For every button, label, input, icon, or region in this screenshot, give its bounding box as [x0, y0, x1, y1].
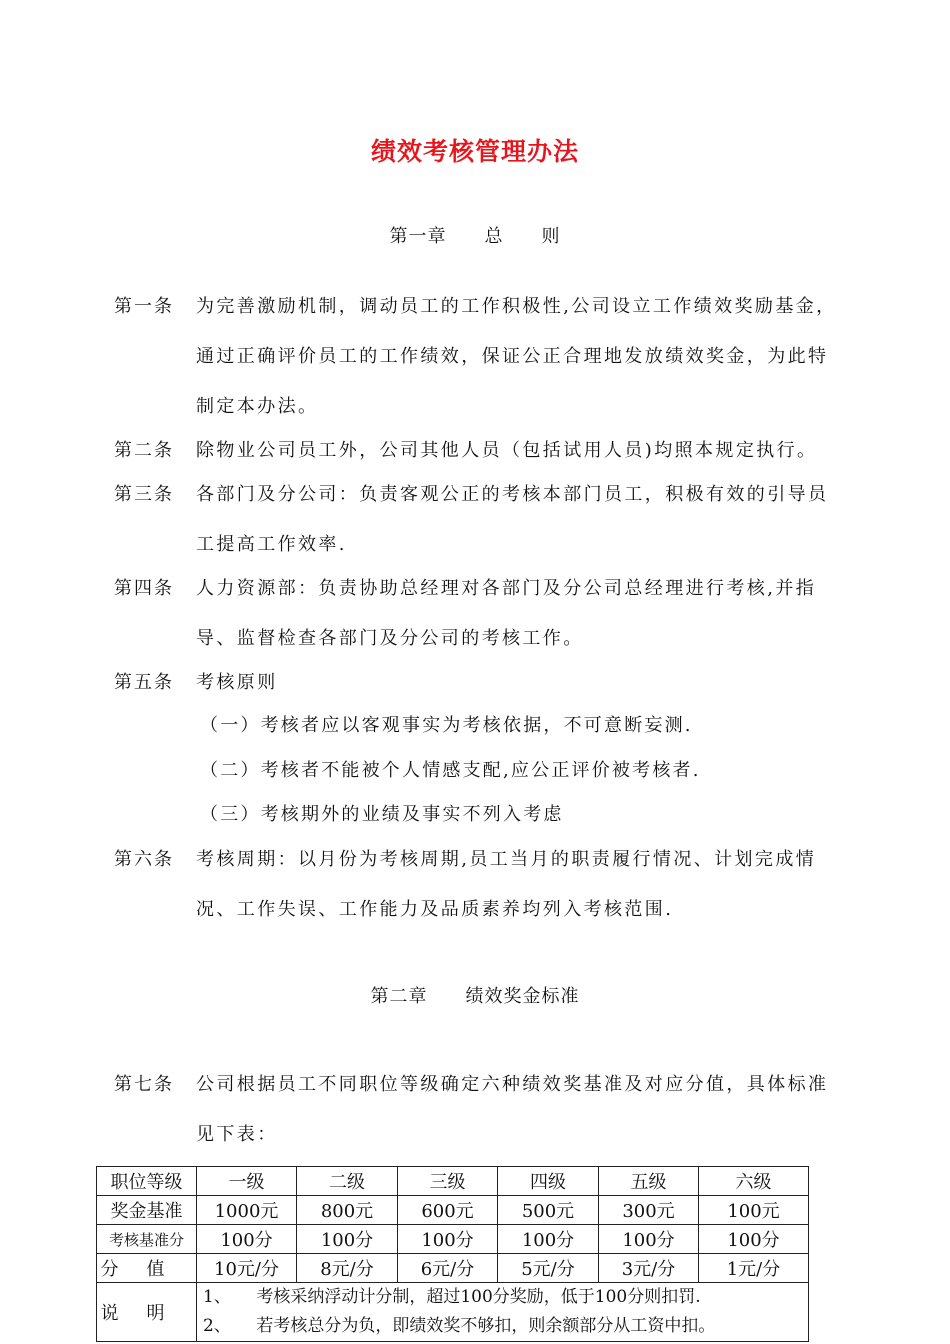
article-2 — [114, 436, 854, 462]
article-text-line: 除物业公司员工外，公司其他人员（包括试用人员)均照本规定执行。 — [196, 440, 818, 461]
table-cell: 10元/分 — [197, 1254, 297, 1283]
article-text-line: 见下表： — [196, 1124, 278, 1145]
table-cell: 600元 — [398, 1196, 498, 1225]
table-cell: 三级 — [398, 1167, 498, 1196]
table-header-row — [97, 1167, 809, 1196]
table-cell: 分值 — [97, 1254, 197, 1283]
article-1 — [114, 292, 854, 418]
table-cell: 100分 — [398, 1225, 498, 1254]
article-text-line: 为完善激励机制，调动员工的工作积极性,公司设立工作绩效奖励基金， — [196, 296, 837, 317]
table-note-line: 2、 若考核总分为负，即绩效奖不够扣，则余额部分从工资中扣。 — [203, 1316, 716, 1336]
table-cell: 奖金基准 — [97, 1196, 197, 1225]
article-text-line: 考核周期：以月份为考核周期,员工当月的职责履行情况、计划完成情 — [196, 849, 817, 870]
table-note-row — [97, 1283, 809, 1342]
table-note-cell — [197, 1283, 809, 1342]
article-5 — [114, 668, 854, 694]
article-text-line: 人力资源部：负责协助总经理对各部门及分公司总经理进行考核,并指 — [196, 578, 817, 599]
article-6 — [114, 845, 854, 921]
table-cell: 六级 — [699, 1167, 809, 1196]
article-text-line: 导、监督检查各部门及分公司的考核工作。 — [196, 628, 584, 649]
article-4 — [114, 574, 854, 650]
table-cell: 300元 — [599, 1196, 699, 1225]
table-row — [97, 1254, 809, 1283]
bonus-standard-table — [96, 1166, 809, 1342]
table-cell: 100分 — [699, 1225, 809, 1254]
table-row — [97, 1225, 809, 1254]
article-label: 第四条 — [114, 578, 174, 599]
table-note-line: 1、 考核采纳浮动计分制，超过100分奖励，低于100分则扣罚. — [203, 1287, 701, 1307]
table-cell: 五级 — [599, 1167, 699, 1196]
table-cell: 100分 — [599, 1225, 699, 1254]
table-cell: 5元/分 — [498, 1254, 599, 1283]
article-text-line: 工提高工作效率. — [196, 534, 347, 555]
principle-item: （一）考核者应以客观事实为考核依据，不可意断妄测. — [200, 715, 693, 736]
chapter-heading-2: 第二章 绩效奖金标准 — [370, 986, 580, 1007]
article-text-line: 通过正确评价员工的工作绩效，保证公正合理地发放绩效奖金，为此特 — [196, 346, 829, 367]
article-label: 第二条 — [114, 440, 174, 461]
chapter-heading-1: 第一章 总 则 — [389, 226, 561, 247]
table-cell: 100元 — [699, 1196, 809, 1225]
table-row — [97, 1196, 809, 1225]
table-cell: 1元/分 — [699, 1254, 809, 1283]
article-text-line: 考核原则 — [196, 672, 278, 693]
table-note-label: 说明 — [97, 1283, 197, 1342]
table-cell: 一级 — [197, 1167, 297, 1196]
article-3 — [114, 480, 854, 556]
table-cell: 8元/分 — [297, 1254, 398, 1283]
table-cell: 100分 — [197, 1225, 297, 1254]
article-label: 第七条 — [114, 1074, 174, 1095]
principle-item: （二）考核者不能被个人情感支配,应公正评价被考核者. — [200, 760, 701, 781]
table-cell: 3元/分 — [599, 1254, 699, 1283]
article-label: 第三条 — [114, 484, 174, 505]
article-text-line: 各部门及分公司：负责客观公正的考核本部门员工，积极有效的引导员 — [196, 484, 829, 505]
table-cell: 二级 — [297, 1167, 398, 1196]
article-label: 第一条 — [114, 296, 174, 317]
table-cell: 6元/分 — [398, 1254, 498, 1283]
article-text-line: 况、工作失误、工作能力及品质素养均列入考核范围. — [196, 899, 674, 920]
article-label: 第五条 — [114, 672, 174, 693]
table-cell: 职位等级 — [97, 1167, 197, 1196]
table-cell: 500元 — [498, 1196, 599, 1225]
principle-item: （三）考核期外的业绩及事实不列入考虑 — [200, 804, 564, 825]
article-text-line: 制定本办法。 — [196, 396, 319, 417]
table-cell: 100分 — [498, 1225, 599, 1254]
document-title: 绩效考核管理办法 — [370, 137, 579, 166]
article-7 — [114, 1070, 854, 1146]
table-cell: 1000元 — [197, 1196, 297, 1225]
article-text-line: 公司根据员工不同职位等级确定六种绩效奖基准及对应分值，具体标准 — [196, 1074, 829, 1095]
table-cell: 100分 — [297, 1225, 398, 1254]
table-cell: 800元 — [297, 1196, 398, 1225]
table-cell: 考核基准分 — [97, 1225, 197, 1254]
article-label: 第六条 — [114, 849, 174, 870]
table-cell: 四级 — [498, 1167, 599, 1196]
